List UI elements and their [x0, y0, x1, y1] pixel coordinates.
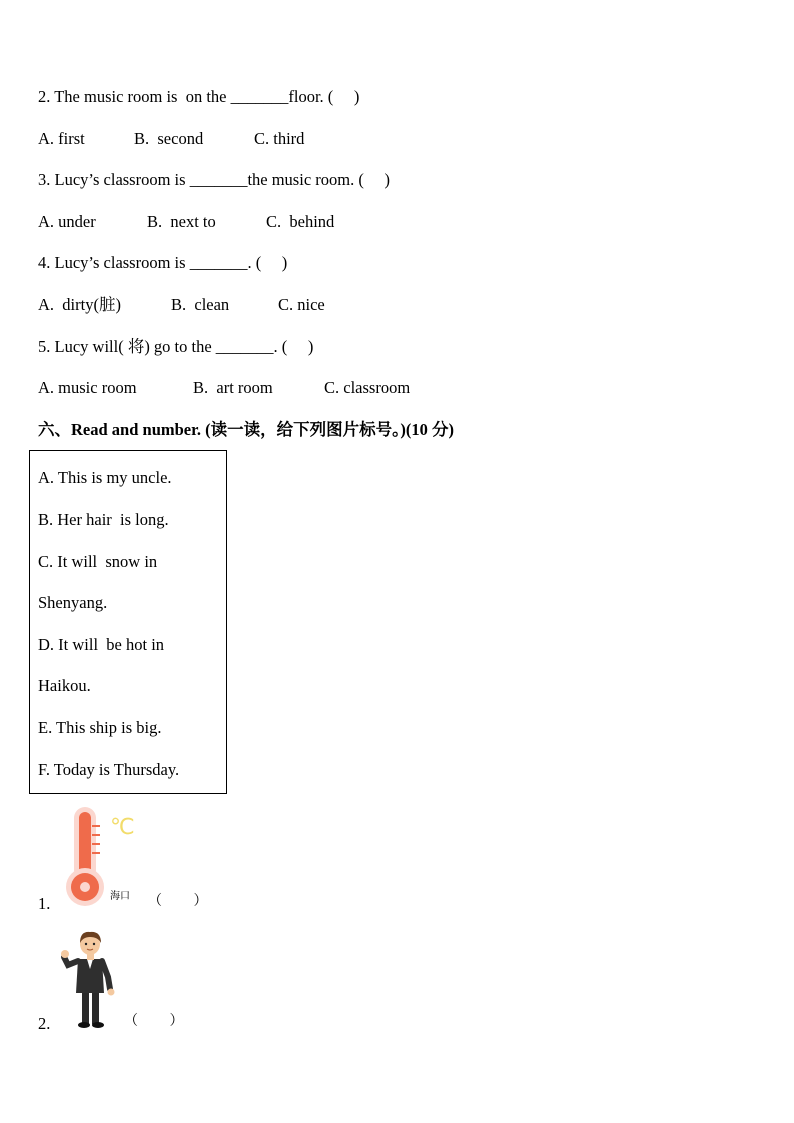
- sentence-a: A. This is my uncle.: [38, 468, 172, 487]
- picture-1-number: 1.: [38, 894, 51, 913]
- question-2-stem: 2. The music room is on the _______floor. ( ): [38, 87, 360, 106]
- question-5-option-b: B. art room: [193, 378, 273, 397]
- question-3-option-a: A. under: [38, 212, 96, 231]
- question-5-stem: 5. Lucy will( 将) go to the _______. ( ): [38, 337, 314, 356]
- question-5-option-a: A. music room: [38, 378, 137, 397]
- sentence-e: E. This ship is big.: [38, 718, 162, 737]
- celsius-icon: ℃: [110, 815, 135, 840]
- sentence-c: C. It will snow in: [38, 552, 158, 571]
- question-2-option-b: B. second: [134, 129, 204, 148]
- question-5-option-c: C. classroom: [324, 378, 411, 397]
- sentence-d: D. It will be hot in: [38, 635, 165, 654]
- picture-2-answer-blank: （ ）: [124, 1014, 184, 1029]
- picture-1-caption: 海口: [110, 891, 130, 902]
- sentence-f: F. Today is Thursday.: [38, 760, 180, 779]
- man-waving-icon: [58, 929, 122, 1029]
- picture-1-answer-blank: （ ）: [148, 894, 208, 909]
- sentence-b: B. Her hair is long.: [38, 510, 169, 529]
- question-2-option-a: A. first: [38, 129, 85, 148]
- question-4-option-c: C. nice: [278, 295, 325, 314]
- question-4-stem: 4. Lucy’s classroom is _______. ( ): [38, 253, 288, 272]
- question-3-stem: 3. Lucy’s classroom is _______the music room. ( ): [38, 170, 390, 189]
- picture-2: [58, 929, 122, 1029]
- section-heading: 六、Read and number. (读一读，给下列图片标号。)(10 分): [38, 420, 455, 439]
- question-2-option-c: C. third: [254, 129, 305, 148]
- question-4-option-b: B. clean: [171, 295, 230, 314]
- sentence-c-continued: Shenyang.: [38, 593, 108, 612]
- sentence-d-continued: Haikou.: [38, 676, 91, 695]
- picture-2-number: 2.: [38, 1014, 51, 1033]
- question-3-option-c: C. behind: [266, 212, 335, 231]
- sentence-box: [29, 450, 227, 794]
- question-4-option-a: A. dirty(脏): [38, 295, 121, 314]
- question-3-option-b: B. next to: [147, 212, 216, 231]
